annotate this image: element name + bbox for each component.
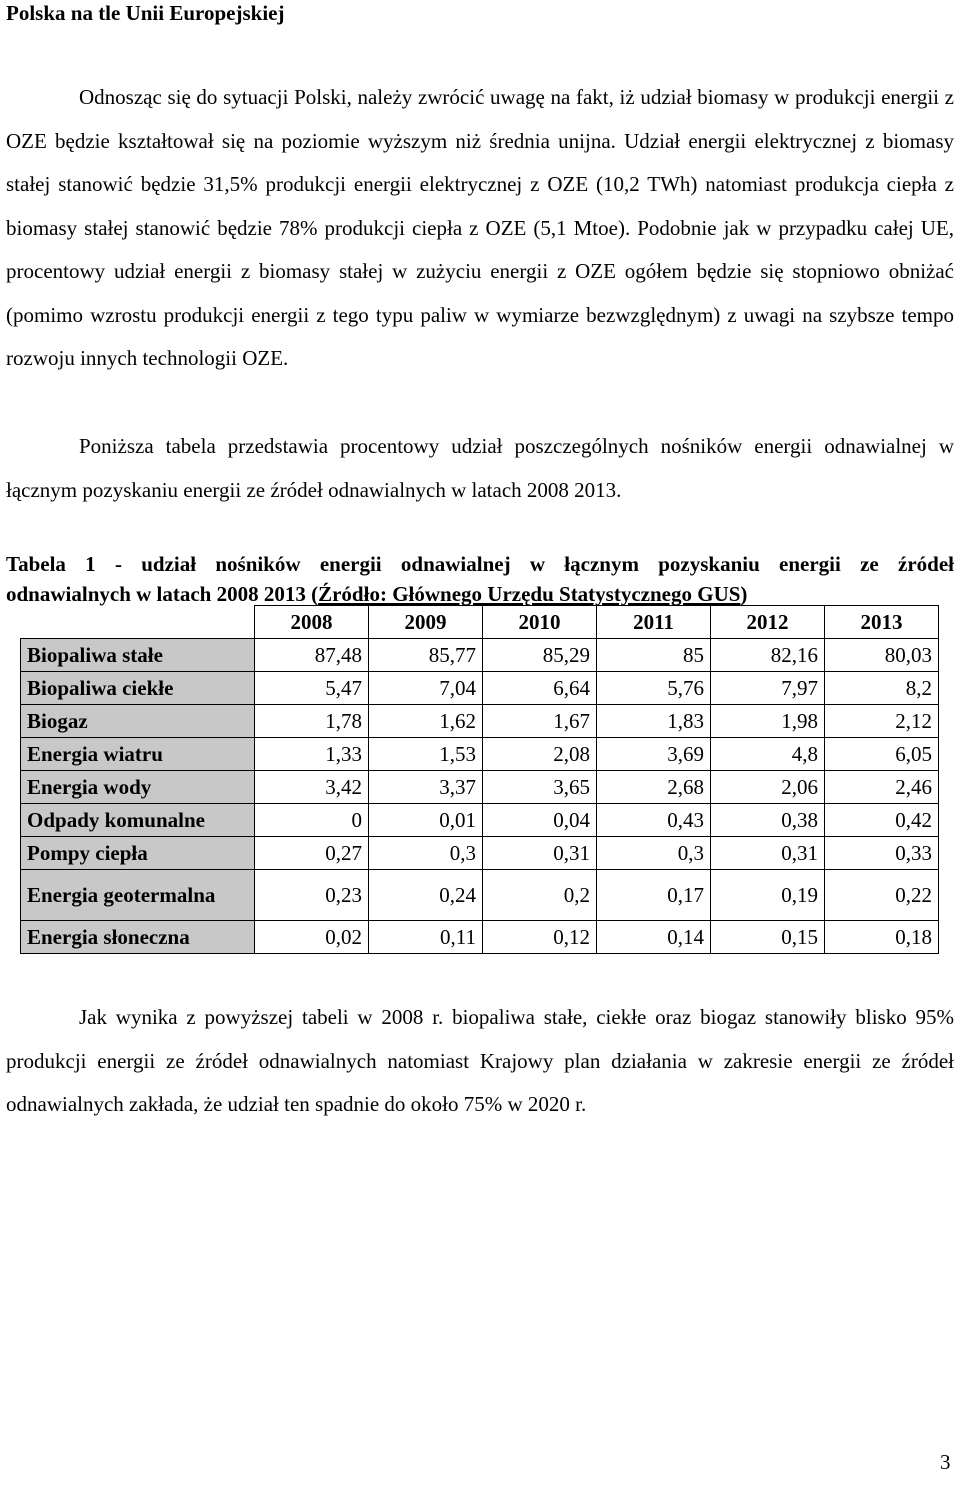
table-cell-value: 85,29 [483, 639, 597, 672]
table-header-year: 2013 [825, 606, 939, 639]
table-caption-prefix: odnawialnych w latach 2008 2013 ( [6, 582, 319, 606]
table-caption-line-1: Tabela 1 - udział nośników energii odnawialnej w łącznym pozyskaniu energii ze źródeł [6, 552, 954, 576]
table-cell-value: 0,31 [711, 837, 825, 870]
table-header-year: 2010 [483, 606, 597, 639]
renewable-energy-table [20, 605, 939, 954]
table-cell-value: 2,12 [825, 705, 939, 738]
table-cell-value: 3,65 [483, 771, 597, 804]
table-caption [6, 549, 954, 609]
table-cell-value: 2,06 [711, 771, 825, 804]
table-row [21, 921, 939, 954]
table-row-label: Energia geotermalna [21, 870, 255, 921]
table-header-year: 2012 [711, 606, 825, 639]
paragraph-biomass-share: Odnosząc się do sytuacji Polski, należy zwrócić uwagę na fakt, iż udział biomasy w produkcji energii z OZE będzie kształtował się na poziomie wyższym niż średnia unijna. Udział energii elektrycznej z biomasy stałej stanowić będzie 31,5% produkcji energii elektrycznej z OZE (10,2 TWh) natomiast produkcja ciepła z biomasy stałej stanowić będzie 78% produkcji ciepła z OZE (5,1 Mtoe). Podobnie jak w przypadku całej UE, procentowy udział energii z biomasy stałej w zużyciu energii z OZE ogółem będzie się stopniowo obniżać (pomimo wzrostu produkcji energii z tego typu paliw w wymiarze bezwzględnym) z uwagi na szybsze tempo rozwoju innych technologii OZE. [6, 85, 954, 370]
table-cell-value: 2,08 [483, 738, 597, 771]
table-header-year: 2009 [369, 606, 483, 639]
table-row-label: Biopaliwa stałe [21, 639, 255, 672]
table-header-year: 2008 [255, 606, 369, 639]
table-cell-value: 7,97 [711, 672, 825, 705]
table-cell-value: 0,2 [483, 870, 597, 921]
table-cell-value: 3,42 [255, 771, 369, 804]
table-cell-value: 5,76 [597, 672, 711, 705]
table-caption-close: ) [740, 582, 748, 606]
table-cell-value: 0,14 [597, 921, 711, 954]
table-cell-value: 1,83 [597, 705, 711, 738]
table-cell-value: 0,33 [825, 837, 939, 870]
paragraph-table-intro: Poniższa tabela przedstawia procentowy udział poszczególnych nośników energii odnawialnej w łącznym pozyskaniu energii ze źródeł odnawialnych w latach 2008 2013. [6, 434, 954, 502]
table-cell-value: 3,37 [369, 771, 483, 804]
table-cell-value: 0,02 [255, 921, 369, 954]
table-caption-source: Źródło: Głównego Urzędu Statystycznego GUS [318, 582, 741, 606]
table-header-row [21, 606, 939, 639]
table-row-label: Biopaliwa ciekłe [21, 672, 255, 705]
table-cell-value: 0,3 [597, 837, 711, 870]
table-row-label: Biogaz [21, 705, 255, 738]
table-row [21, 771, 939, 804]
table-cell-value: 6,05 [825, 738, 939, 771]
table-cell-value: 2,46 [825, 771, 939, 804]
table-header-corner [21, 606, 255, 639]
paragraph-conclusion: Jak wynika z powyższej tabeli w 2008 r. biopaliwa stałe, ciekłe oraz biogaz stanowiły blisko 95% produkcji energii ze źródeł odnawialnych natomiast Krajowy plan działania w zakresie energii ze źródeł odnawialnych zakłada, że udział ten spadnie do około 75% w 2020 r. [6, 1005, 954, 1116]
table-row [21, 870, 939, 921]
table-cell-value: 0,3 [369, 837, 483, 870]
table-row [21, 738, 939, 771]
table-cell-value: 1,67 [483, 705, 597, 738]
table-cell-value: 0,27 [255, 837, 369, 870]
page-number: 3 [940, 1450, 951, 1474]
table-cell-value: 0,24 [369, 870, 483, 921]
table-cell-value: 1,78 [255, 705, 369, 738]
table-cell-value: 3,69 [597, 738, 711, 771]
table-cell-value: 0,43 [597, 804, 711, 837]
table-row-label: Energia wiatru [21, 738, 255, 771]
table-cell-value: 0,22 [825, 870, 939, 921]
table-cell-value: 0,04 [483, 804, 597, 837]
table-cell-value: 0,23 [255, 870, 369, 921]
table-row [21, 804, 939, 837]
table-cell-value: 1,62 [369, 705, 483, 738]
table-cell-value: 0,01 [369, 804, 483, 837]
table-header-year: 2011 [597, 606, 711, 639]
section-heading: Polska na tle Unii Europejskiej [6, 1, 285, 25]
table-cell-value: 0,11 [369, 921, 483, 954]
table-row [21, 639, 939, 672]
table-cell-value: 1,53 [369, 738, 483, 771]
table-cell-value: 0,17 [597, 870, 711, 921]
table-cell-value: 0,19 [711, 870, 825, 921]
table-row-label: Energia słoneczna [21, 921, 255, 954]
table-cell-value: 1,33 [255, 738, 369, 771]
table-row-label: Odpady komunalne [21, 804, 255, 837]
table-cell-value: 1,98 [711, 705, 825, 738]
table-cell-value: 0 [255, 804, 369, 837]
table-cell-value: 0,38 [711, 804, 825, 837]
table-cell-value: 4,8 [711, 738, 825, 771]
table-cell-value: 7,04 [369, 672, 483, 705]
table-cell-value: 80,03 [825, 639, 939, 672]
table-row [21, 672, 939, 705]
table-cell-value: 6,64 [483, 672, 597, 705]
table-cell-value: 2,68 [597, 771, 711, 804]
table-cell-value: 0,18 [825, 921, 939, 954]
table-cell-value: 87,48 [255, 639, 369, 672]
table-cell-value: 8,2 [825, 672, 939, 705]
table-cell-value: 85,77 [369, 639, 483, 672]
table-cell-value: 0,15 [711, 921, 825, 954]
table-cell-value: 0,42 [825, 804, 939, 837]
table-cell-value: 0,12 [483, 921, 597, 954]
table-row [21, 705, 939, 738]
table-cell-value: 0,31 [483, 837, 597, 870]
table-cell-value: 85 [597, 639, 711, 672]
table-cell-value: 5,47 [255, 672, 369, 705]
table-row [21, 837, 939, 870]
table-row-label: Energia wody [21, 771, 255, 804]
table-row-label: Pompy ciepła [21, 837, 255, 870]
table-cell-value: 82,16 [711, 639, 825, 672]
